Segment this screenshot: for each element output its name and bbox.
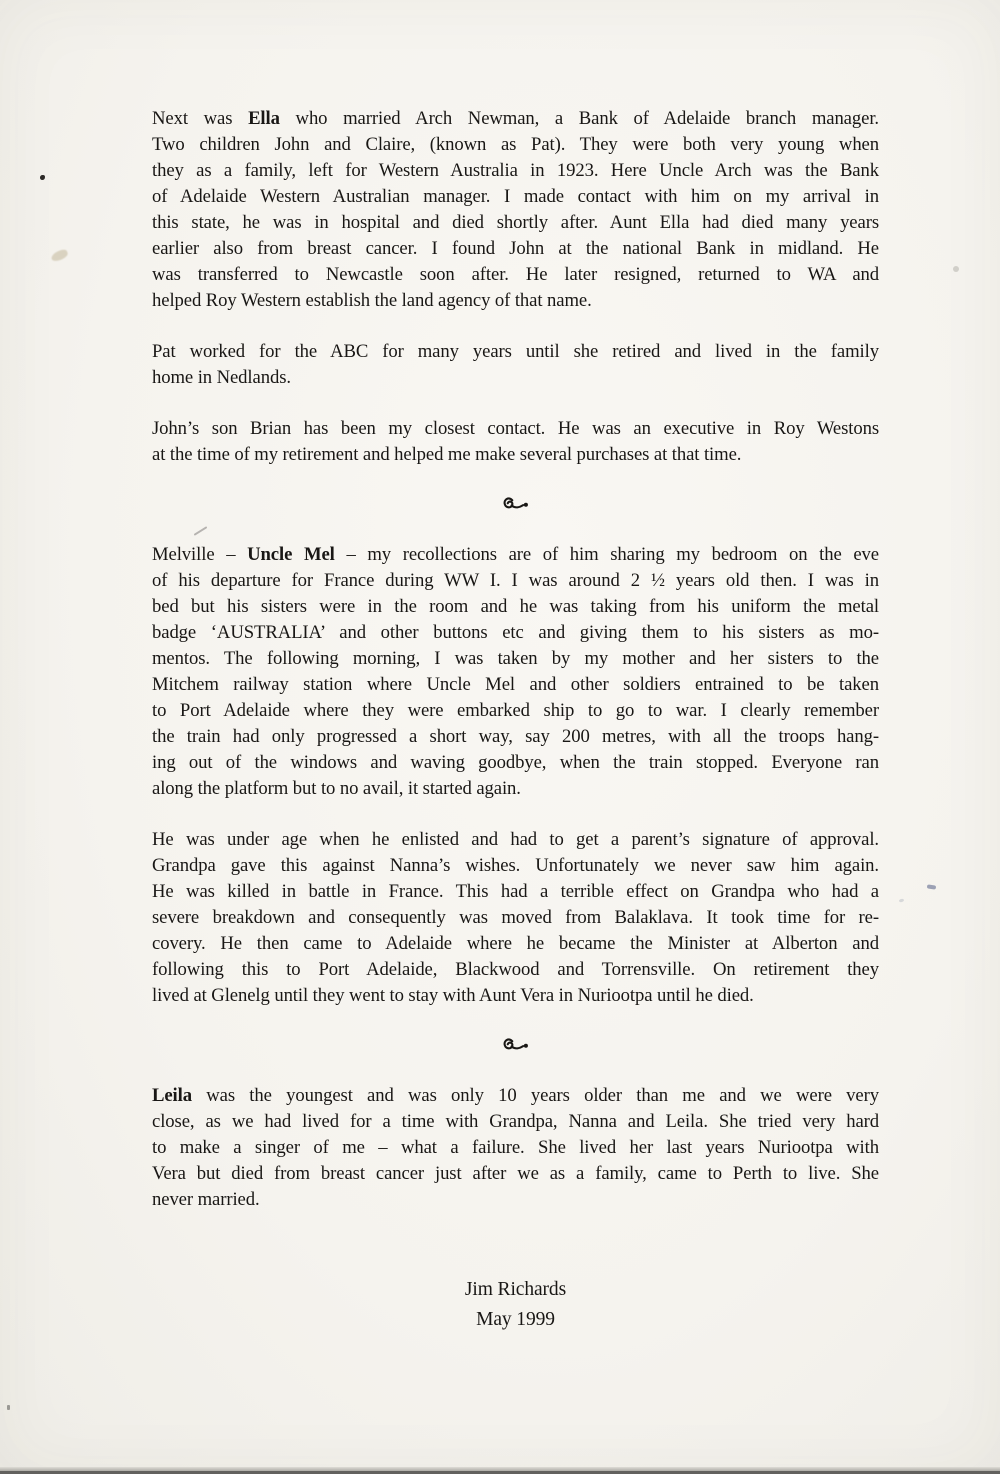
scan-artifact-mark: [927, 884, 936, 889]
text-line: He was killed in battle in France. This had a terrible effect on Grandpa who had a: [152, 881, 879, 902]
text-line: earlier also from breast cancer. I found John at the national Bank in midland. He: [152, 238, 879, 259]
text-line: the train had only progressed a short way, say 200 metres, with all the troops hang-: [152, 726, 879, 747]
section-divider: [152, 495, 879, 513]
text-line: helped Roy Western establish the land agency of that name.: [152, 290, 592, 311]
scan-artifact-dot: [40, 175, 45, 180]
scan-artifact-speck: [7, 1405, 10, 1410]
text-line: Mitchem railway station where Uncle Mel and other soldiers entrained to be taken: [152, 674, 879, 695]
text-line: Melville – Uncle Mel – my recollections are of him sharing my bedroom on the eve: [152, 544, 879, 565]
text-line: close, as we had lived for a time with Grandpa, Nanna and Leila. She tried very hard: [152, 1111, 879, 1132]
scan-artifact-smudge: [50, 248, 69, 263]
text-line: Leila was the youngest and was only 10 years older than me and we were very: [152, 1085, 879, 1106]
text-line: to Port Adelaide where they were embarked ship to go to war. I clearly remember: [152, 700, 879, 721]
signature-block: [152, 1275, 879, 1335]
text-line: Vera but died from breast cancer just after we as a family, came to Perth to live. She: [152, 1163, 879, 1184]
text-line: of his departure for France during WW I. I was around 2 ½ years old then. I was in: [152, 570, 879, 591]
text-line: lived at Glenelg until they went to stay with Aunt Vera in Nuriootpa until he died.: [152, 985, 754, 1006]
text-line: ing out of the windows and waving goodbye, when the train stopped. Everyone ran: [152, 752, 879, 773]
text-line: Pat worked for the ABC for many years until she retired and lived in the family: [152, 341, 879, 362]
section-divider: [152, 1036, 879, 1054]
signature-date: May 1999: [476, 1309, 555, 1330]
text-line: He was under age when he enlisted and had to get a parent’s signature of approval.: [152, 829, 879, 850]
paragraph-enlisted: [152, 827, 879, 1009]
text-line: bed but his sisters were in the room and he was taking from his uniform the metal: [152, 596, 879, 617]
text-line: this state, he was in hospital and died shortly after. Aunt Ella had died many years: [152, 212, 879, 233]
scan-artifact-speck: [899, 898, 905, 902]
text-line: was transferred to Newcastle soon after. He later resigned, returned to WA and: [152, 264, 879, 285]
text-line: along the platform but to no avail, it started again.: [152, 778, 521, 799]
text-line: Grandpa gave this against Nanna’s wishes. Unfortunately we never saw him again.: [152, 855, 879, 876]
text-line: following this to Port Adelaide, Blackwood and Torrensville. On retirement they: [152, 959, 879, 980]
paragraph-john-brian: [152, 416, 879, 468]
fleuron-icon: [501, 1036, 531, 1054]
text-line: to make a singer of me – what a failure. She lived her last years Nuriootpa with: [152, 1137, 879, 1158]
text-line: never married.: [152, 1189, 260, 1210]
text-block: [152, 106, 879, 1335]
text-line: severe breakdown and consequently was moved from Balaklava. It took time for re-: [152, 907, 879, 928]
text-line: Two children John and Claire, (known as Pat). They were both very young when: [152, 134, 879, 155]
text-line: of Adelaide Western Australian manager. I made contact with him on my arrival in: [152, 186, 879, 207]
text-line: they as a family, left for Western Australia in 1923. Here Uncle Arch was the Bank: [152, 160, 879, 181]
text-line: covery. He then came to Adelaide where he became the Minister at Alberton and: [152, 933, 879, 954]
paragraph-melville: [152, 542, 879, 802]
text-line: John’s son Brian has been my closest contact. He was an executive in Roy Westons: [152, 418, 879, 439]
text-line: at the time of my retirement and helped me make several purchases at that time.: [152, 444, 742, 465]
text-line: badge ‘AUSTRALIA’ and other buttons etc and giving them to his sisters as mo-: [152, 622, 879, 643]
fleuron-icon: [501, 495, 531, 513]
text-line: home in Nedlands.: [152, 367, 291, 388]
paragraph-pat: [152, 339, 879, 391]
author-name: Jim Richards: [464, 1279, 567, 1300]
text-line: mentos. The following morning, I was taken by my mother and her sisters to the: [152, 648, 879, 669]
scan-artifact-speck: [953, 266, 959, 272]
scan-bottom-edge: [0, 1467, 1000, 1474]
paragraph-ella: [152, 106, 879, 314]
text-line: Next was Ella who married Arch Newman, a Bank of Adelaide branch manager.: [152, 108, 879, 129]
paragraph-leila: [152, 1083, 879, 1213]
